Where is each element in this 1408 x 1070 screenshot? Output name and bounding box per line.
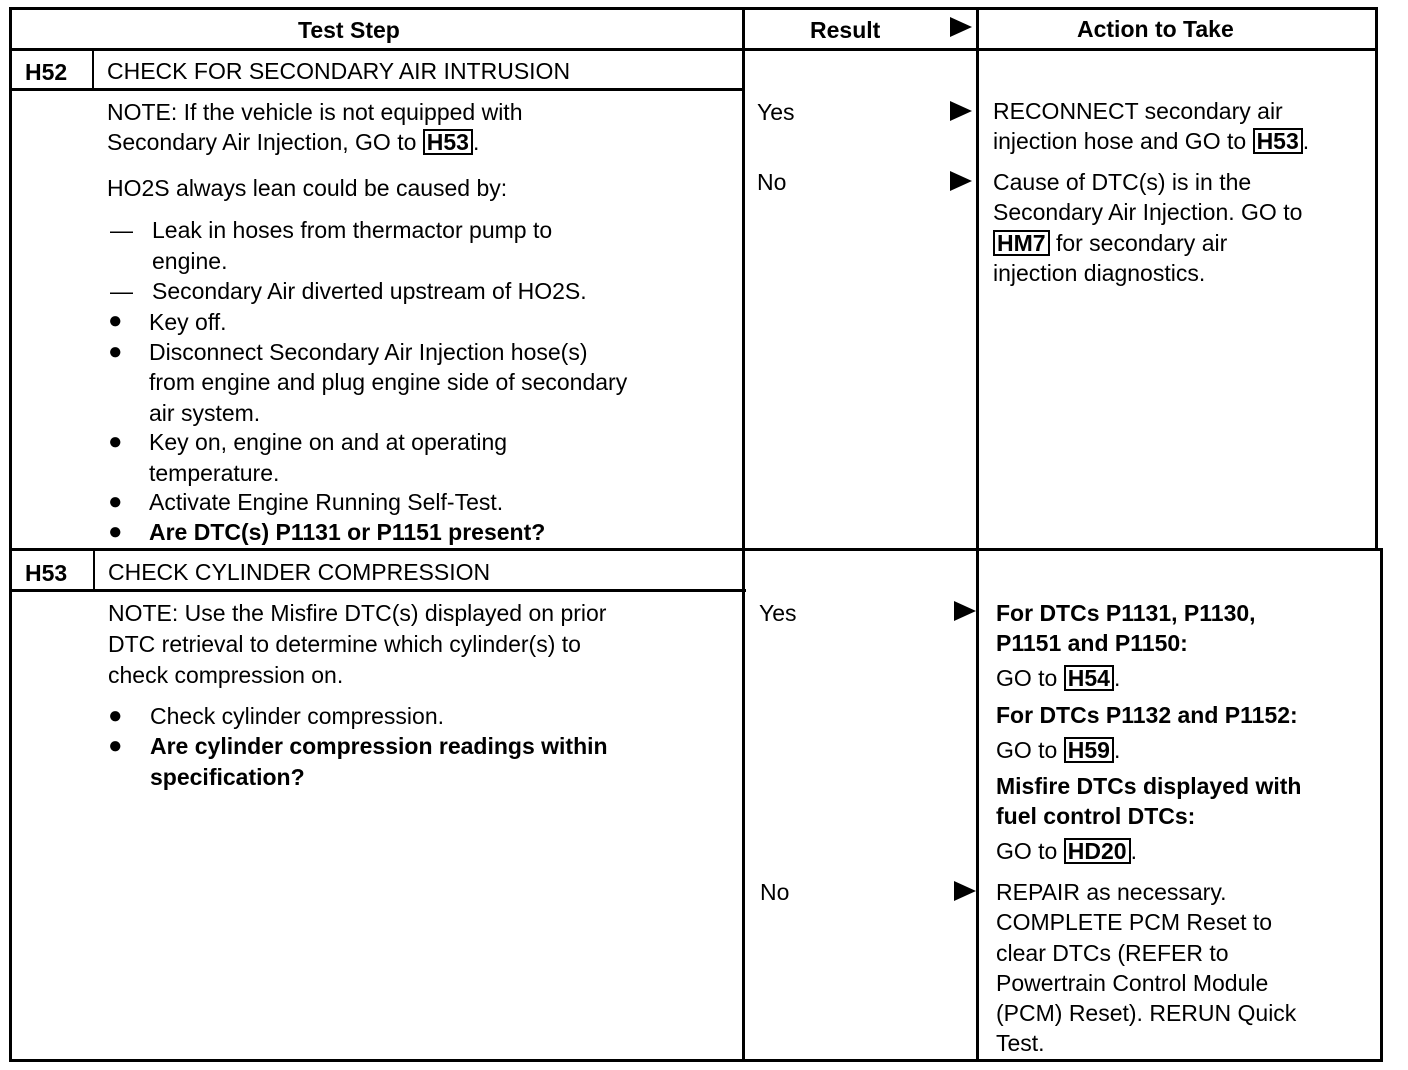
h59-link[interactable]: H59	[1064, 737, 1114, 763]
arrow-icon	[950, 101, 972, 121]
header-action: Action to Take	[1077, 16, 1234, 42]
h53-goto-h59: GO to H59 .	[996, 737, 1121, 763]
h52-step2-line3: air system.	[149, 400, 261, 426]
bullet-icon: ●	[108, 488, 123, 515]
h52-no-action-line4: injection diagnostics.	[993, 260, 1206, 286]
h52-step3-line2: temperature.	[149, 460, 280, 486]
h53-question-line2: specification?	[150, 764, 305, 790]
h53-yes-heading2: For DTCs P1132 and P1152:	[996, 702, 1298, 728]
result-column-divider	[742, 7, 745, 1062]
h53-step1: Check cylinder compression.	[150, 703, 445, 729]
bottom-border	[11, 1059, 1383, 1062]
bullet-icon: ●	[108, 307, 123, 334]
bullet-icon: ●	[108, 338, 123, 365]
h53-title: CHECK CYLINDER COMPRESSION	[108, 559, 491, 585]
h52-no-action-text: for secondary air	[1055, 230, 1228, 256]
hd20-link[interactable]: HD20	[1064, 838, 1131, 864]
h53-yes-heading3-line2: fuel control DTCs:	[996, 803, 1196, 829]
arrow-icon	[950, 171, 972, 191]
id-column-divider-h52	[92, 50, 94, 90]
h52-result-yes: Yes	[757, 99, 795, 125]
bullet-icon: ●	[108, 518, 123, 545]
h52-result-no: No	[757, 169, 787, 195]
h53-note-line2: DTC retrieval to determine which cylinder(s) to	[108, 631, 581, 657]
h53-yes-heading1-line2: P1151 and P1150:	[996, 630, 1188, 656]
h53-note-line1: NOTE: Use the Misfire DTC(s) displayed on prior	[108, 600, 607, 626]
bullet-icon: ●	[108, 702, 123, 729]
top-border	[9, 7, 1377, 10]
h53-goto-hd20: GO to HD20 .	[996, 838, 1137, 864]
h53-yes-heading3-line1: Misfire DTCs displayed with	[996, 773, 1302, 799]
h53-id: H53	[25, 560, 68, 586]
h52-step2-line1: Disconnect Secondary Air Injection hose(s)	[149, 339, 588, 365]
h53-no-action-line1: REPAIR as necessary.	[996, 879, 1227, 905]
h53-link[interactable]: H53	[423, 129, 473, 155]
header-test-step: Test Step	[298, 17, 400, 43]
h52-dash1-line1: Leak in hoses from thermactor pump to	[152, 217, 553, 243]
right-border	[1375, 7, 1378, 551]
h52-title-underline	[9, 88, 744, 91]
goto-label: GO to	[996, 665, 1058, 691]
h52-dash2: Secondary Air diverted upstream of HO2S.	[152, 278, 587, 304]
h52-yes-action-text: injection hose and GO to	[993, 128, 1247, 154]
header-result: Result	[810, 17, 881, 43]
h53-link[interactable]: H53	[1253, 128, 1303, 154]
header-divider	[9, 48, 1377, 51]
h53-note-line3: check compression on.	[108, 662, 344, 688]
action-column-divider	[976, 7, 979, 1062]
hm7-link[interactable]: HM7	[993, 230, 1050, 256]
h52-no-action-line3	[993, 228, 1227, 258]
h53-yes-heading1-line1: For DTCs P1131, P1130,	[996, 600, 1256, 626]
h52-step3-line1: Key on, engine on and at operating	[149, 429, 508, 455]
arrow-icon	[950, 17, 972, 37]
h52-note-line2: Secondary Air Injection, GO to H53 .	[107, 129, 480, 155]
h54-link[interactable]: H54	[1064, 665, 1114, 691]
h52-dash1-line2: engine.	[152, 248, 228, 274]
h53-no-action-line6: Test.	[996, 1030, 1045, 1056]
h53-no-action-line4: Powertrain Control Module	[996, 970, 1269, 996]
h52-step1: Key off.	[149, 309, 227, 335]
dash-icon: —	[110, 278, 133, 304]
h53-question-line1: Are cylinder compression readings within	[150, 733, 608, 759]
h52-title: CHECK FOR SECONDARY AIR INTRUSION	[107, 58, 571, 84]
h53-no-action-line2: COMPLETE PCM Reset to	[996, 909, 1273, 935]
h53-goto-h54: GO to H54 .	[996, 665, 1121, 691]
h52-note-text: Secondary Air Injection, GO to	[107, 129, 417, 155]
h53-title-underline	[11, 589, 746, 592]
h52-no-action-line2: Secondary Air Injection. GO to	[993, 199, 1303, 225]
h52-no-action-line1: Cause of DTC(s) is in the	[993, 169, 1252, 195]
goto-label: GO to	[996, 737, 1058, 763]
arrow-icon	[954, 601, 976, 621]
left-border	[9, 7, 12, 1062]
h52-note-line1: NOTE: If the vehicle is not equipped with	[107, 99, 523, 125]
h53-no-action-line5: (PCM) Reset). RERUN Quick	[996, 1000, 1297, 1026]
h52-yes-action-line1: RECONNECT secondary air	[993, 98, 1283, 124]
goto-label: GO to	[996, 838, 1058, 864]
h52-yes-action-line2: injection hose and GO to H53 .	[993, 128, 1310, 154]
right-border-lower	[1380, 548, 1383, 1062]
h53-no-action-line3: clear DTCs (REFER to	[996, 940, 1229, 966]
section-divider	[9, 548, 1381, 551]
id-column-divider-h53	[93, 550, 95, 591]
dash-icon: —	[110, 217, 133, 243]
h52-lean-intro: HO2S always lean could be caused by:	[107, 175, 508, 201]
bullet-icon: ●	[108, 428, 123, 455]
h53-result-yes: Yes	[759, 600, 797, 626]
bullet-icon: ●	[108, 732, 123, 759]
h53-result-no: No	[760, 879, 790, 905]
h52-step2-line2: from engine and plug engine side of secondary	[149, 369, 628, 395]
arrow-icon	[954, 881, 976, 901]
h52-question: Are DTC(s) P1131 or P1151 present?	[149, 519, 546, 545]
h52-id: H52	[25, 59, 68, 85]
h52-step4: Activate Engine Running Self-Test.	[149, 489, 504, 515]
